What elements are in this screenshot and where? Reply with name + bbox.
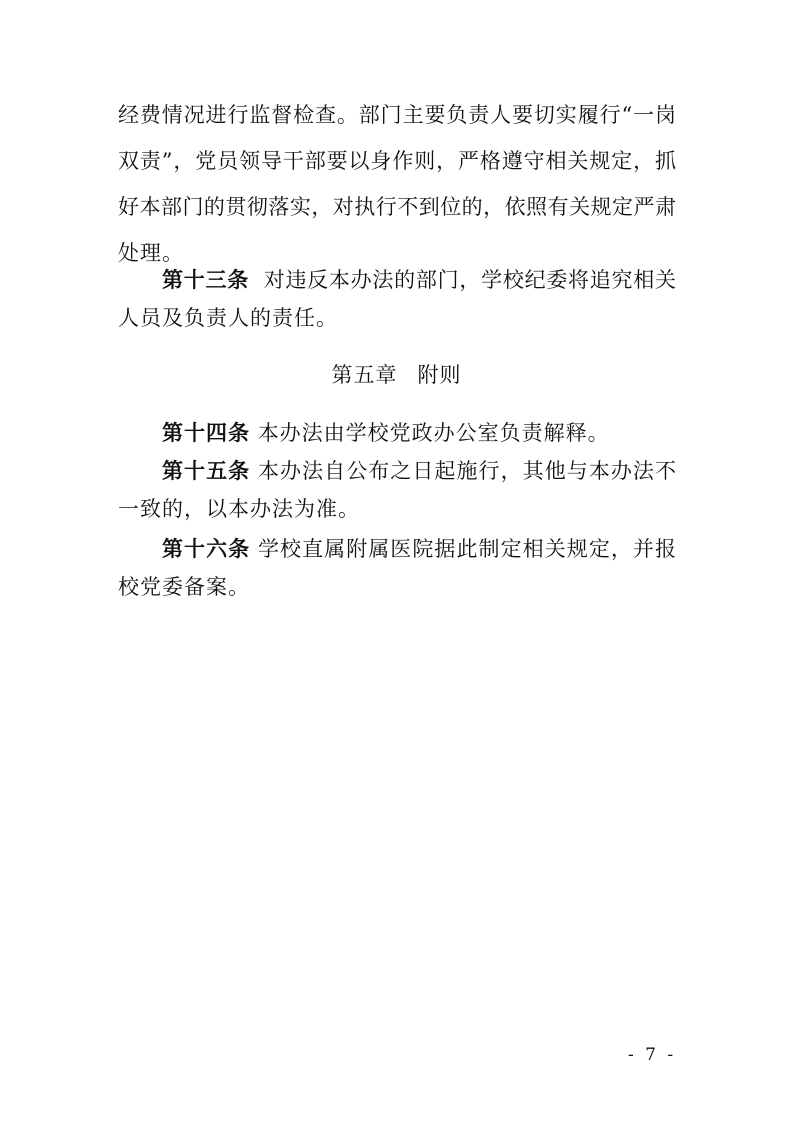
article-13-line-1 [162,265,676,295]
page-number: - 7 - [628,1045,677,1065]
chapter-title: 附则 [417,363,462,387]
article-14 [162,418,610,448]
paragraph-line: 双责”，党员领导干部要以身作则，严格遵守相关规定，抓 [118,149,676,173]
article-15-line-1 [162,456,676,486]
article-13-text: 对违反本办法的部门，学校纪委将追究相关 [262,268,677,292]
paragraph-line: 好本部门的贯彻落实，对执行不到位的，依照有关规定严肃 [118,195,676,219]
paragraph-line: 经费情况进行监督检查。部门主要负责人要切实履行“一岗 [118,103,676,127]
chapter-heading [0,360,793,390]
article-16-line-2: 校党委备案。 [118,575,250,599]
article-14-label: 第十四条 [162,420,250,445]
article-16-label: 第十六条 [162,536,251,561]
article-15-label: 第十五条 [162,458,251,483]
article-16-text: 学校直属附属医院据此制定相关规定，并报 [257,537,676,561]
article-15-line-2: 一致的，以本办法为准。 [118,497,360,521]
article-15-text: 本办法自公布之日起施行，其他与本办法不 [257,459,676,483]
article-13-label: 第十三条 [162,267,249,292]
paragraph-line: 处理。 [118,241,184,265]
article-13-line-2: 人员及负责人的责任。 [118,306,338,330]
article-14-text: 本办法由学校党政办公室负责解释。 [257,421,610,445]
chapter-number: 第五章 [331,363,398,387]
article-16-line-1 [162,534,676,564]
